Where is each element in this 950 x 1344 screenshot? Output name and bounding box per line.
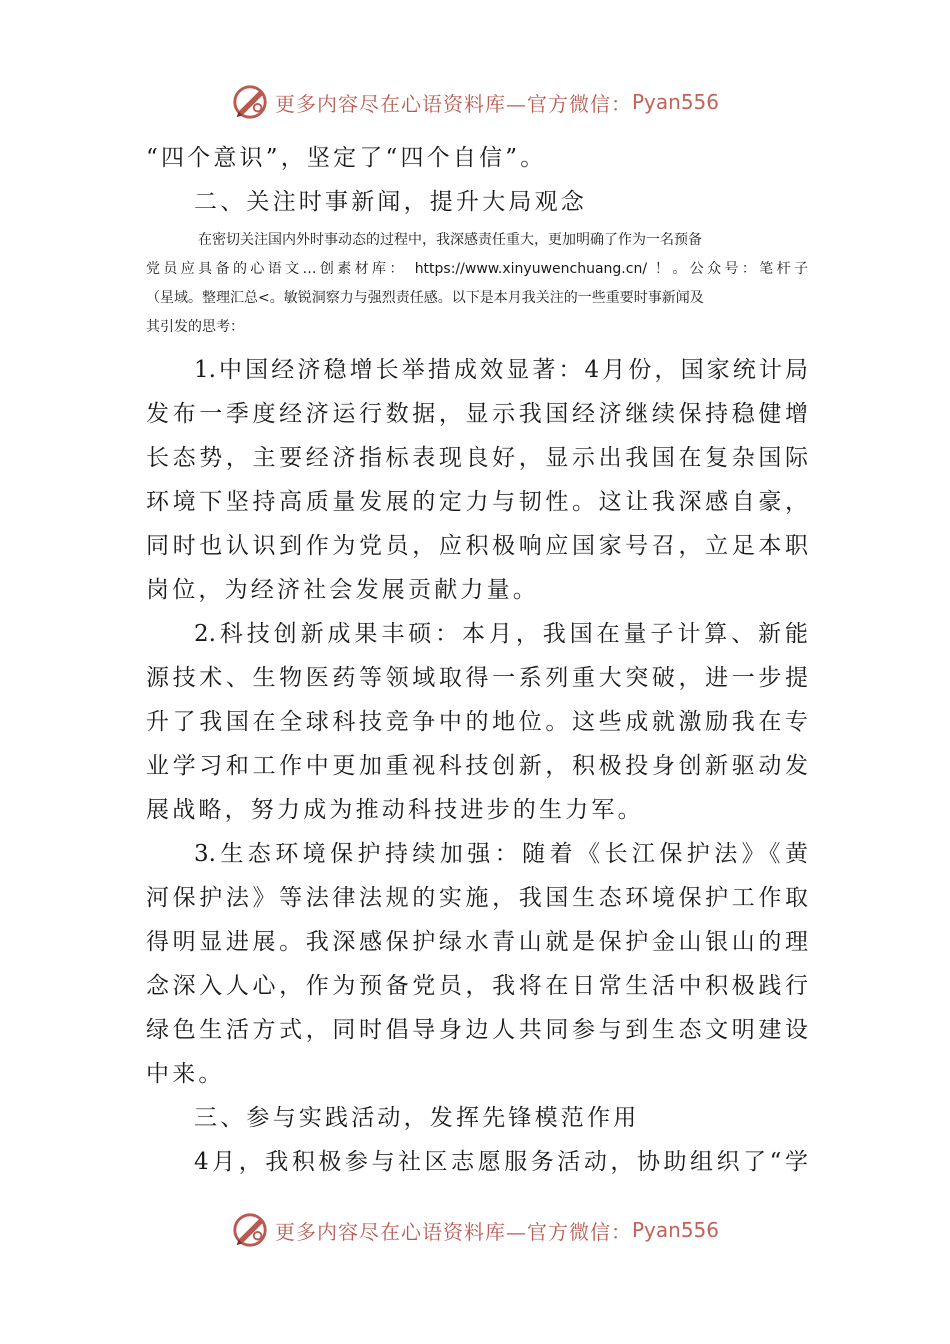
paragraph-line: 1.中国经济稳增长举措成效显著：4月份，国家统计局 <box>194 357 808 383</box>
banner-wechat-id: Pyan556 <box>631 90 719 114</box>
paragraph-line: 河保护法》等法律法规的实施，我国生态环境保护工作取 <box>146 885 808 911</box>
continuation-line: “四个意识”，坚定了“四个自信”。 <box>146 145 547 171</box>
promo-text-a: 党员应具备的心语文…创素材库： <box>146 261 407 277</box>
paragraph-line: 岗位，为经济社会发展贡献力量。 <box>146 577 539 603</box>
paragraph-line: 源技术、生物医药等领域取得一系列重大突破，进一步提 <box>146 665 808 691</box>
paragraph-line: 绿色生活方式，同时倡导身边人共同参与到生态文明建设 <box>146 1017 808 1043</box>
promo-line-2 <box>146 255 808 284</box>
promo-line-1: 在密切关注国内外时事动态的过程中，我深感责任重大，更加明确了作为一名预备 <box>198 232 702 248</box>
paragraph-line: 同时也认识到作为党员，应积极响应国家号召，立足本职 <box>146 533 808 559</box>
banner-text: 更多内容尽在心语资料库—官方微信： <box>274 91 632 116</box>
paragraph-line: 业学习和工作中更加重视科技创新，积极投身创新驱动发 <box>146 753 808 779</box>
paragraph-line: 3.生态环境保护持续加强：随着《长江保护法》《黄 <box>194 841 808 867</box>
paragraph-line: 得明显进展。我深感保护绿水青山就是保护金山银山的理 <box>146 929 808 955</box>
pen-logo-icon <box>231 83 269 121</box>
news-item-2 <box>146 612 808 832</box>
footer-banner <box>0 1208 950 1252</box>
banner-text: 更多内容尽在心语资料库—官方微信： <box>274 1219 632 1244</box>
pen-logo-icon <box>231 1211 269 1249</box>
paragraph-line: 升了我国在全球科技竞争中的地位。这些成就激励我在专 <box>146 709 808 735</box>
news-item-1 <box>146 348 808 612</box>
promo-text-c: ！。公众号：笔杆子 <box>654 261 809 277</box>
banner-wechat-id: Pyan556 <box>631 1218 719 1242</box>
header-banner <box>0 80 950 124</box>
inserted-promo-paragraph <box>146 226 808 342</box>
paragraph-line: 4月，我积极参与社区志愿服务活动，协助组织了“学 <box>194 1149 808 1175</box>
section-heading-2: 二、关注时事新闻，提升大局观念 <box>194 189 587 215</box>
promo-line-3: （星域。整理汇总<。敏锐洞察力与强烈责任感。以下是本月我关注的一些重要时事新闻及 <box>146 290 704 306</box>
section-heading-3: 三、参与实践活动，发挥先锋模范作用 <box>194 1105 640 1131</box>
news-item-3 <box>146 832 808 1096</box>
document-body <box>146 136 808 1184</box>
paragraph-line: 发布一季度经济运行数据，显示我国经济继续保持稳健增 <box>146 401 808 427</box>
paragraph-line: 展战略，努力成为推动科技进步的生力军。 <box>146 797 644 823</box>
paragraph-line: 中来。 <box>146 1061 225 1087</box>
paragraph-line: 长态势，主要经济指标表现良好，显示出我国在复杂国际 <box>146 445 808 471</box>
paragraph-line: 2.科技创新成果丰硕：本月，我国在量子计算、新能 <box>194 621 808 647</box>
paragraph-line: 环境下坚持高质量发展的定力与韧性。这让我深感自豪， <box>146 489 808 515</box>
promo-line-4: 其引发的思考： <box>146 319 244 335</box>
promo-url: https://www.xinyuwenchuang.cn/ <box>414 261 648 277</box>
paragraph-line: 念深入人心，作为预备党员，我将在日常生活中积极践行 <box>146 973 808 999</box>
